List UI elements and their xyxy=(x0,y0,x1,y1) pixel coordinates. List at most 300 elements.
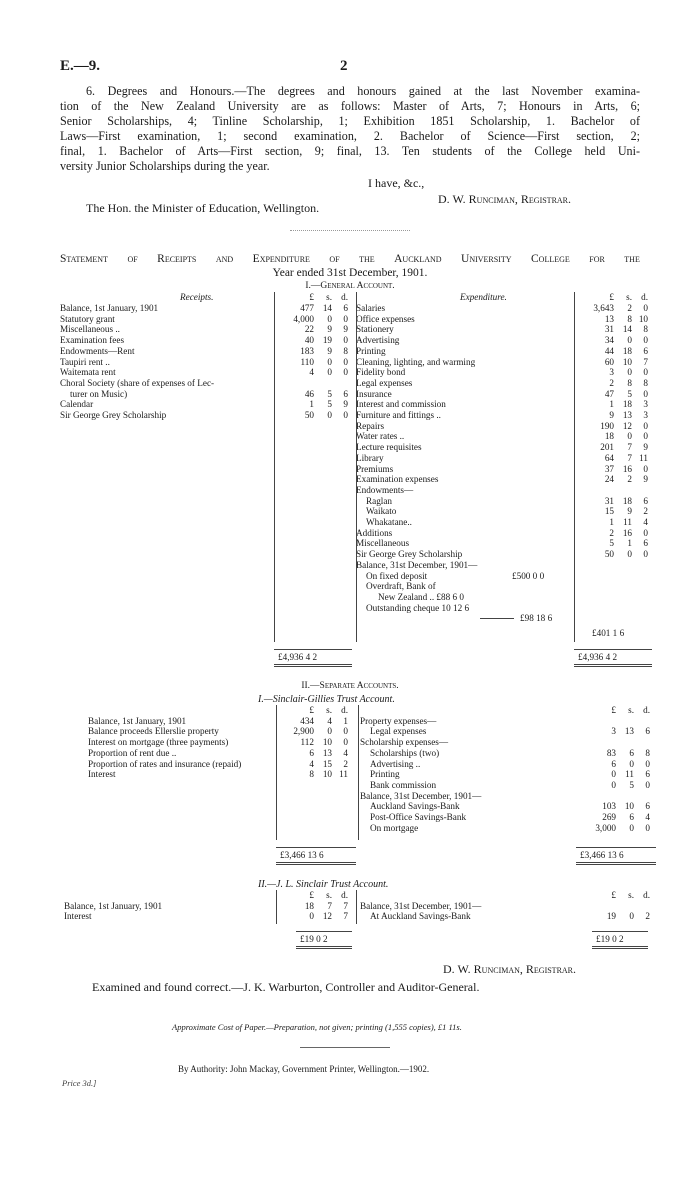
money-s: 7 xyxy=(627,442,632,453)
balance-outstanding: Outstanding cheque 10 12 6 xyxy=(366,602,470,613)
expenditure-total-box-top xyxy=(574,649,652,650)
sg-receipts-money-head xyxy=(286,705,348,716)
money-d: 6 xyxy=(643,538,648,549)
sg-total-receipts: £3,466 13 6 xyxy=(280,850,324,860)
money-l: 2 xyxy=(609,527,614,538)
money-d: 0 xyxy=(343,313,348,324)
balance-fixed-amount: £500 0 0 xyxy=(512,570,545,581)
money-s: 12 xyxy=(622,420,632,431)
money-head-0: £ xyxy=(611,705,616,715)
money-d: 0 xyxy=(643,431,648,442)
money-s: 12 xyxy=(322,911,332,922)
money-d: 7 xyxy=(343,911,348,922)
money-s: 0 xyxy=(629,758,634,769)
sg-receipt-label: Interest on mortgage (three payments) xyxy=(88,737,229,748)
money-cell xyxy=(576,378,648,389)
money-cell xyxy=(578,769,650,780)
money-s: 11 xyxy=(625,769,634,780)
expenditure-total-box-bottom xyxy=(574,664,652,667)
expenditure-label: Legal expenses xyxy=(356,377,413,388)
js-receipts-total-bottom xyxy=(296,946,352,949)
money-cell xyxy=(576,442,648,453)
js-total-expenditure: £19 0 2 xyxy=(596,934,624,944)
money-l: 103 xyxy=(602,801,616,812)
money-s: 11 xyxy=(623,517,632,527)
money-l: 6 xyxy=(309,747,314,758)
money-s: 10 xyxy=(624,801,634,812)
money-d: 0 xyxy=(343,726,348,737)
expenditure-label: Whakatane.. xyxy=(366,517,412,527)
money-cell xyxy=(276,389,348,400)
money-l: 83 xyxy=(606,747,616,758)
money-l: 4 xyxy=(309,758,314,769)
money-l: 0 xyxy=(611,779,616,790)
examined-line: Examined and found correct.—J. K. Warburton, Controller and Auditor-General. xyxy=(92,980,480,994)
money-head-2: d. xyxy=(341,292,348,302)
expenditure-label: Raglan xyxy=(366,495,393,506)
expenditure-label: Cleaning, lighting, and warming xyxy=(356,356,476,367)
sg-expenditure-total-bottom xyxy=(576,862,656,865)
money-d: 6 xyxy=(645,801,650,812)
paragraph-line: Senior Scholarships, 4; Tinline Scholarship, 1; Exhibition 1851 Scholarship, 1. Bachelor of xyxy=(60,114,640,128)
money-l: 31 xyxy=(604,495,614,506)
sg-expenditure-label: Balance, 31st December, 1901— xyxy=(360,790,482,801)
column-rule xyxy=(276,890,277,924)
money-d: 1 xyxy=(343,715,348,726)
money-l: 19 xyxy=(606,911,616,922)
footer-signature: D. W. Runciman, Registrar. xyxy=(443,962,577,976)
js-receipt-label: Balance, 1st January, 1901 xyxy=(64,900,163,911)
balance-overdraft2: New Zealand .. £88 6 0 xyxy=(378,591,464,602)
statement-title-line2: Year ended 31st December, 1901. xyxy=(272,267,428,279)
money-cell xyxy=(578,748,650,759)
money-l: 2,900 xyxy=(293,726,314,737)
money-l: 18 xyxy=(304,900,314,911)
expenditure-label: Printing xyxy=(356,345,386,356)
money-d: 10 xyxy=(638,313,648,324)
money-cell xyxy=(276,769,348,780)
title-word: Expenditure xyxy=(252,253,310,265)
money-head-0: £ xyxy=(309,292,314,302)
money-cell xyxy=(576,399,648,410)
money-s: 1 xyxy=(627,538,632,549)
general-account-table xyxy=(60,292,648,672)
money-l: 15 xyxy=(604,506,614,517)
money-cell xyxy=(276,726,348,737)
sg-expenditure-label: Scholarships (two) xyxy=(370,747,440,758)
money-s: 16 xyxy=(622,463,632,474)
money-d: 0 xyxy=(343,356,348,367)
money-s: 9 xyxy=(627,506,632,517)
title-word: Receipts xyxy=(157,253,197,265)
money-s: 5 xyxy=(627,388,632,399)
money-cell xyxy=(276,410,348,421)
money-s: 10 xyxy=(622,356,632,367)
receipt-label: Calendar xyxy=(60,399,94,410)
money-s: 0 xyxy=(327,410,332,420)
column-rule xyxy=(274,292,275,642)
title-word: the xyxy=(359,253,375,265)
money-l: 190 xyxy=(600,420,614,431)
money-d: 2 xyxy=(643,506,648,517)
money-cell xyxy=(576,528,648,539)
expenditure-label: Furniture and fittings .. xyxy=(356,410,441,420)
receipts-money-head xyxy=(286,292,348,303)
printer-authority: By Authority: John Mackay, Government Printer, Wellington.—1902. xyxy=(178,1064,430,1074)
receipt-label: Taupiri rent .. xyxy=(60,356,110,367)
money-d: 2 xyxy=(343,758,348,769)
money-cell xyxy=(576,538,648,549)
expenditure-heading: Expenditure. xyxy=(460,292,507,302)
money-d: 4 xyxy=(645,812,650,822)
money-s: 7 xyxy=(327,900,332,911)
receipts-total-box-top xyxy=(274,649,352,650)
title-word: College xyxy=(531,253,570,265)
money-l: 3 xyxy=(609,367,614,378)
money-cell xyxy=(576,335,648,346)
money-cell xyxy=(276,716,348,727)
js-expenditure-money-head xyxy=(588,890,650,901)
money-l: 44 xyxy=(604,345,614,356)
money-s: 0 xyxy=(327,313,332,324)
money-cell xyxy=(276,737,348,748)
money-d: 2 xyxy=(645,911,650,922)
column-rule xyxy=(356,890,357,924)
expenditure-label: Additions xyxy=(356,527,393,538)
money-d: 9 xyxy=(643,474,648,485)
money-d: 7 xyxy=(343,900,348,911)
money-d: 4 xyxy=(343,747,348,758)
paragraph-line: tion of the New Zealand University are as follows: Master of Arts, 7; Honours in Arts, 6; xyxy=(60,99,640,113)
money-head-1: s. xyxy=(326,292,332,302)
expenditure-label: Office expenses xyxy=(356,313,415,324)
receipt-label: Miscellaneous .. xyxy=(60,324,120,335)
sg-receipts-total-bottom xyxy=(276,862,356,865)
money-l: 1 xyxy=(609,517,614,527)
money-head-1: s. xyxy=(628,890,634,900)
money-l: 269 xyxy=(602,812,616,822)
expenditure-label: Balance, 31st December, 1901— xyxy=(356,559,478,570)
money-d: 11 xyxy=(339,769,348,780)
money-s: 18 xyxy=(622,399,632,410)
money-cell xyxy=(576,389,648,400)
money-s: 0 xyxy=(629,911,634,922)
money-d: 0 xyxy=(343,737,348,748)
money-l: 34 xyxy=(604,335,614,346)
receipt-label: Balance, 1st January, 1901 xyxy=(60,303,159,313)
money-cell xyxy=(576,496,648,507)
money-l: 3,000 xyxy=(595,822,616,833)
money-l: 0 xyxy=(611,769,616,780)
sg-expenditure-label: Auckland Savings-Bank xyxy=(370,801,460,812)
money-l: 112 xyxy=(300,737,314,748)
money-s: 9 xyxy=(327,324,332,335)
money-d: 0 xyxy=(643,527,648,538)
money-s: 6 xyxy=(629,812,634,822)
title-word: University xyxy=(461,253,512,265)
sg-receipt-label: Balance proceeds Ellerslie property xyxy=(88,726,219,737)
money-d: 3 xyxy=(643,399,648,410)
money-cell xyxy=(576,314,648,325)
money-l: 6 xyxy=(611,758,616,769)
money-s: 15 xyxy=(322,758,332,769)
sg-receipt-label: Proportion of rates and insurance (repaid) xyxy=(88,758,242,769)
money-l: 434 xyxy=(300,715,314,726)
money-l: 0 xyxy=(309,911,314,922)
money-s: 18 xyxy=(622,345,632,356)
money-s: 10 xyxy=(322,737,332,748)
sg-expenditure-total-top xyxy=(576,847,656,848)
receipt-label: Endowments—Rent xyxy=(60,345,135,356)
money-d: 0 xyxy=(643,303,648,313)
money-cell xyxy=(576,357,648,368)
balance-net: £401 1 6 xyxy=(592,628,625,638)
expenditure-label: Insurance xyxy=(356,388,392,399)
money-s: 4 xyxy=(327,715,332,726)
sg-expenditure-money-head xyxy=(588,705,650,716)
receipt-label: turer on Music) xyxy=(70,388,128,399)
general-account-heading: I.—General Account. xyxy=(305,281,395,291)
sg-receipt-label: Interest xyxy=(88,769,116,780)
money-cell xyxy=(276,399,348,410)
expenditure-label: Miscellaneous xyxy=(356,538,410,549)
js-expenditure-label: At Auckland Savings-Bank xyxy=(370,911,471,922)
money-s: 8 xyxy=(627,377,632,388)
money-head-0: £ xyxy=(609,292,614,302)
money-cell xyxy=(576,367,648,378)
receipts-total-box-bottom xyxy=(274,664,352,667)
money-cell xyxy=(576,506,648,517)
money-l: 47 xyxy=(604,388,614,399)
money-l: 183 xyxy=(300,345,314,356)
money-s: 5 xyxy=(327,399,332,410)
expenditure-label: Waikato xyxy=(366,506,397,517)
money-cell xyxy=(276,748,348,759)
money-cell xyxy=(276,357,348,368)
money-cell xyxy=(576,324,648,335)
separate-accounts-heading: II.—Separate Accounts. xyxy=(301,681,399,691)
money-d: 9 xyxy=(343,324,348,335)
money-d: 6 xyxy=(343,388,348,399)
money-s: 13 xyxy=(322,747,332,758)
column-rule xyxy=(356,292,357,642)
sinclair-trust-heading: II.—J. L. Sinclair Trust Account. xyxy=(258,879,389,890)
money-s: 16 xyxy=(622,527,632,538)
money-d: 0 xyxy=(343,335,348,346)
column-rule xyxy=(358,705,359,840)
js-receipts-money-head xyxy=(286,890,348,901)
title-word: Statement xyxy=(60,253,108,265)
js-receipts-total-top xyxy=(296,931,352,932)
page-number: 2 xyxy=(340,58,348,74)
sg-expenditure-label: Post-Office Savings-Bank xyxy=(370,812,467,822)
expenditure-label: Stationery xyxy=(356,324,394,335)
title-word: of xyxy=(329,253,340,265)
money-l: 37 xyxy=(604,463,614,474)
document-reference: E.—9. xyxy=(60,58,101,74)
money-cell xyxy=(576,346,648,357)
title-word: and xyxy=(215,253,234,265)
money-cell xyxy=(276,367,348,378)
money-d: 0 xyxy=(643,335,648,346)
money-d: 0 xyxy=(643,549,648,560)
money-d: 0 xyxy=(643,388,648,399)
money-s: 0 xyxy=(327,726,332,737)
money-cell xyxy=(576,474,648,485)
sg-receipt-label: Proportion of rent due .. xyxy=(88,747,177,758)
money-cell xyxy=(576,453,648,464)
money-s: 0 xyxy=(627,549,632,560)
degrees-paragraph xyxy=(60,84,640,174)
money-cell xyxy=(276,324,348,335)
money-s: 6 xyxy=(629,747,634,758)
money-head-1: s. xyxy=(326,890,332,900)
money-head-2: d. xyxy=(643,890,650,900)
money-l: 22 xyxy=(304,324,314,335)
money-s: 0 xyxy=(629,822,634,833)
money-cell xyxy=(576,517,648,528)
money-d: 8 xyxy=(645,747,650,758)
money-head-2: d. xyxy=(341,705,348,715)
money-cell xyxy=(276,314,348,325)
expenditure-label: Water rates .. xyxy=(356,431,405,442)
money-l: 13 xyxy=(604,313,614,324)
money-cell xyxy=(276,901,348,912)
money-l: 477 xyxy=(300,303,314,313)
sinclair-gillies-table xyxy=(88,705,650,865)
money-d: 0 xyxy=(343,410,348,420)
money-s: 13 xyxy=(624,726,634,737)
addressee: The Hon. the Minister of Education, Wellington. xyxy=(86,201,320,215)
money-cell xyxy=(576,303,648,314)
money-s: 10 xyxy=(322,769,332,780)
money-d: 4 xyxy=(643,517,648,527)
expenditure-label: Salaries xyxy=(356,303,386,313)
statement-title xyxy=(60,252,640,280)
money-d: 8 xyxy=(343,345,348,356)
money-l: 46 xyxy=(304,388,314,399)
money-cell xyxy=(578,726,650,737)
money-s: 0 xyxy=(627,335,632,346)
money-d: 0 xyxy=(643,367,648,378)
registrar-signature: D. W. Runciman, Registrar. xyxy=(438,192,572,206)
money-cell xyxy=(276,335,348,346)
money-head-1: s. xyxy=(626,292,632,302)
money-head-2: d. xyxy=(643,705,650,715)
sg-total-expenditure: £3,466 13 6 xyxy=(580,850,624,860)
money-d: 0 xyxy=(343,367,348,378)
expenditure-label: Examination expenses xyxy=(356,474,439,485)
sinclair-gillies-heading: I.—Sinclair-Gillies Trust Account. xyxy=(258,694,395,705)
money-d: 8 xyxy=(643,324,648,335)
money-l: 9 xyxy=(609,410,614,420)
sinclair-trust-table xyxy=(64,890,650,950)
closing-line: I have, &c., xyxy=(368,176,425,190)
general-total-receipts: £4,936 4 2 xyxy=(278,652,318,662)
js-receipt-label: Interest xyxy=(64,911,92,922)
expenditure-label: Repairs xyxy=(356,420,385,431)
receipt-label: Sir George Grey Scholarship xyxy=(60,410,167,420)
balance-overdraft1: Overdraft, Bank of xyxy=(366,581,436,592)
money-d: 11 xyxy=(639,452,648,463)
money-cell xyxy=(578,801,650,812)
column-rule xyxy=(574,292,575,642)
money-l: 5 xyxy=(609,538,614,549)
money-l: 3,643 xyxy=(593,303,614,313)
expenditure-label: Premiums xyxy=(356,463,394,474)
money-head-2: d. xyxy=(641,292,648,302)
money-d: 6 xyxy=(645,726,650,737)
money-l: 31 xyxy=(604,324,614,335)
money-s: 18 xyxy=(622,495,632,506)
expenditure-label: Library xyxy=(356,452,384,463)
paragraph-line: Laws—First examination, 1; second examination, 2. Bachelor of Science—First section, 2; xyxy=(60,129,640,143)
js-expenditure-label: Balance, 31st December, 1901— xyxy=(360,900,482,911)
title-word: the xyxy=(624,253,640,265)
money-s: 5 xyxy=(327,388,332,399)
money-cell xyxy=(276,346,348,357)
money-l: 8 xyxy=(309,769,314,780)
balance-subtotal: £98 18 6 xyxy=(520,613,553,624)
money-l: 50 xyxy=(604,549,614,560)
money-l: 50 xyxy=(304,410,314,420)
money-d: 7 xyxy=(643,356,648,367)
cost-of-paper: Approximate Cost of Paper.—Preparation, not given; printing (1,555 copies), £1 11s. xyxy=(172,1022,462,1032)
money-d: 8 xyxy=(643,377,648,388)
money-d: 0 xyxy=(643,463,648,474)
money-l: 40 xyxy=(304,335,314,346)
money-s: 5 xyxy=(629,779,634,790)
money-d: 6 xyxy=(643,495,648,506)
money-cell xyxy=(578,780,650,791)
money-l: 2 xyxy=(609,377,614,388)
money-head-1: s. xyxy=(628,705,634,715)
expenditure-label: Fidelity bond xyxy=(356,367,406,378)
js-total-receipts: £19 0 2 xyxy=(300,934,328,944)
footer-divider xyxy=(300,1047,390,1048)
money-d: 6 xyxy=(343,303,348,313)
money-l: 64 xyxy=(604,452,614,463)
sg-expenditure-label: Legal expenses xyxy=(370,726,427,737)
money-d: 6 xyxy=(645,769,650,780)
sg-expenditure-label: Scholarship expenses— xyxy=(360,737,449,748)
sg-receipt-label: Balance, 1st January, 1901 xyxy=(88,715,187,726)
subtotal-rule xyxy=(480,618,514,619)
title-word: Auckland xyxy=(394,253,442,265)
money-s: 7 xyxy=(627,452,632,463)
sg-expenditure-label: On mortgage xyxy=(370,822,419,833)
money-cell xyxy=(576,431,648,442)
money-head-0: £ xyxy=(309,890,314,900)
money-l: 18 xyxy=(604,431,614,442)
money-s: 9 xyxy=(327,345,332,356)
money-l: 110 xyxy=(300,356,314,367)
money-head-0: £ xyxy=(309,705,314,715)
money-cell xyxy=(578,911,650,922)
money-s: 14 xyxy=(622,324,632,335)
money-l: 201 xyxy=(600,442,614,453)
money-d: 0 xyxy=(645,758,650,769)
expenditure-label: Interest and commission xyxy=(356,399,446,410)
money-l: 60 xyxy=(604,356,614,367)
divider xyxy=(290,230,410,231)
money-s: 2 xyxy=(627,303,632,313)
money-d: 9 xyxy=(643,442,648,453)
money-d: 9 xyxy=(343,399,348,410)
money-s: 14 xyxy=(322,303,332,313)
paragraph-line: 6. Degrees and Honours.—The degrees and honours gained at the last November examina- xyxy=(86,84,640,98)
balance-fixed-deposit: On fixed deposit xyxy=(366,570,428,581)
